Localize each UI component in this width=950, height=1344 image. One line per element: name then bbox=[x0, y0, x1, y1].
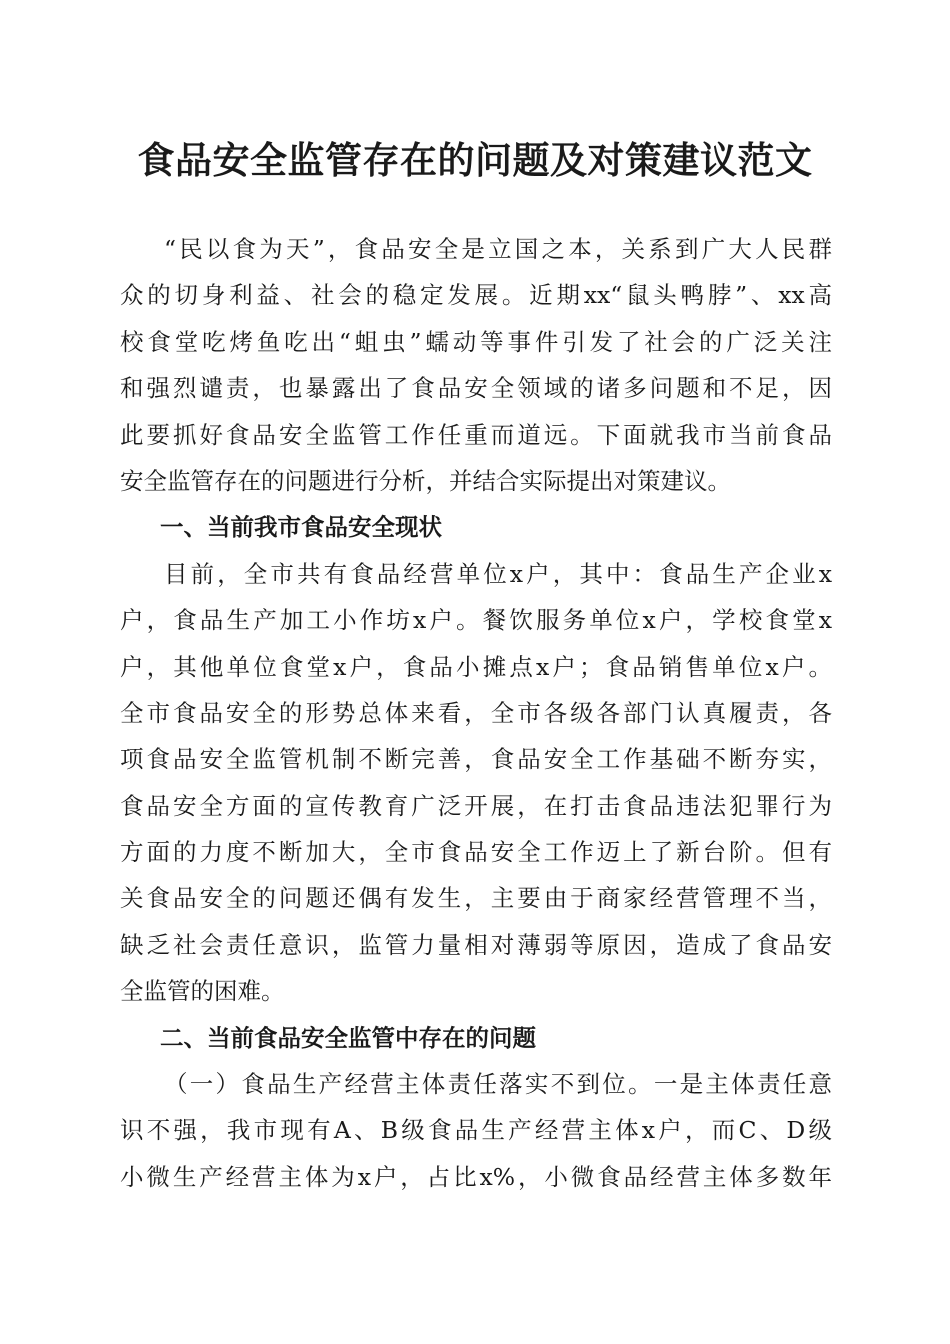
paragraph-line: （一）食品生产经营主体责任落实不到位。一是主体责任意 bbox=[164, 1070, 832, 1099]
paragraph-line: 方面的力度不断加大，全市食品安全工作迈上了新台阶。但有 bbox=[120, 838, 832, 867]
paragraph-line: 此要抓好食品安全监管工作任重而道远。下面就我市当前食品 bbox=[120, 420, 832, 449]
paragraph-line: 户，其他单位食堂x户，食品小摊点x户；食品销售单位x户。 bbox=[120, 652, 832, 681]
paragraph-line: “民以食为天”，食品安全是立国之本，关系到广大人民群 bbox=[164, 235, 832, 263]
paragraph-line: 户，食品生产加工小作坊x户。餐饮服务单位x户，学校食堂x bbox=[120, 606, 832, 635]
document-title: 食品安全监管存在的问题及对策建议范文 bbox=[137, 138, 813, 182]
paragraph-line: 全监管的困难。 bbox=[120, 977, 285, 1006]
paragraph-line: 安全监管存在的问题进行分析，并结合实际提出对策建议。 bbox=[120, 466, 731, 495]
paragraph-problems bbox=[120, 1061, 832, 1200]
section-heading-2: 二、当前食品安全监管中存在的问题 bbox=[160, 1023, 536, 1052]
paragraph-line: 和强烈谴责，也暴露出了食品安全领域的诸多问题和不足，因 bbox=[120, 374, 832, 403]
paragraph-line: 众的切身利益、社会的稳定发展。近期xx“鼠头鸭脖”、xx高 bbox=[120, 281, 832, 310]
paragraph-line: 项食品安全监管机制不断完善，食品安全工作基础不断夯实， bbox=[120, 745, 832, 774]
paragraph-line: 食品安全方面的宣传教育广泛开展，在打击食品违法犯罪行为 bbox=[120, 791, 832, 820]
paragraph-line: 目前，全市共有食品经营单位x户，其中：食品生产企业x bbox=[164, 559, 832, 588]
paragraph-line: 小微生产经营主体为x户，占比x%，小微食品经营主体多数年 bbox=[120, 1162, 832, 1191]
paragraph-line: 关食品安全的问题还偶有发生，主要由于商家经营管理不当， bbox=[120, 884, 832, 913]
paragraph-line: 全市食品安全的形势总体来看，全市各级各部门认真履责，各 bbox=[120, 698, 832, 727]
paragraph-line: 缺乏社会责任意识，监管力量相对薄弱等原因，造成了食品安 bbox=[120, 930, 832, 959]
document-body bbox=[120, 226, 832, 1200]
section-heading-1: 一、当前我市食品安全现状 bbox=[160, 513, 442, 542]
paragraph-intro bbox=[120, 226, 832, 504]
paragraph-line: 识不强，我市现有A、B级食品生产经营主体x户，而C、D级 bbox=[120, 1116, 832, 1145]
paragraph-status bbox=[120, 551, 832, 1015]
paragraph-line: 校食堂吃烤鱼吃出“蛆虫”蠕动等事件引发了社会的广泛关注 bbox=[120, 327, 832, 356]
